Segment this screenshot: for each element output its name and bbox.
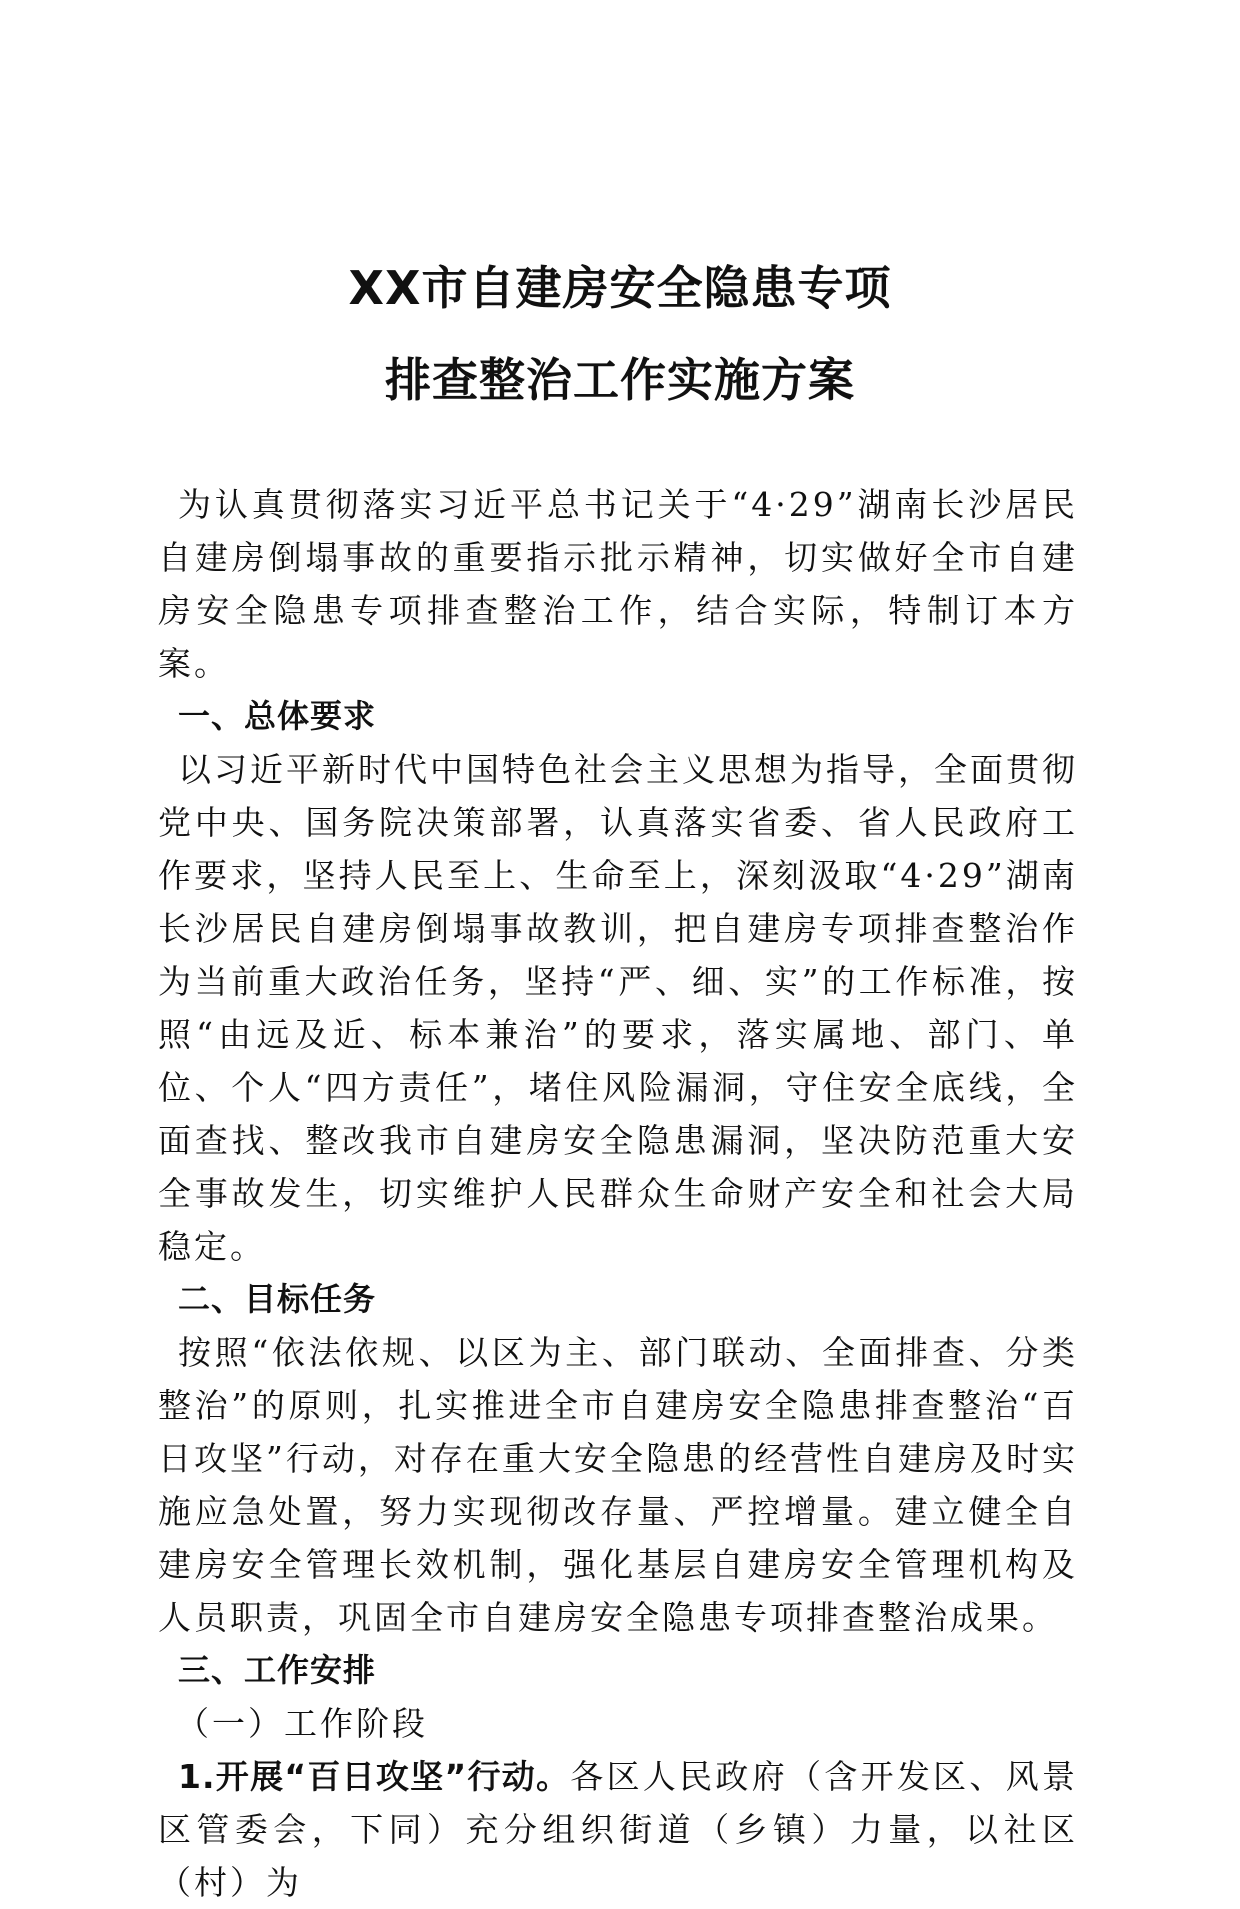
- section-3-heading: 三、工作安排: [178, 1651, 377, 1689]
- document-title-line-2: 排查整治工作实施方案: [385, 353, 855, 407]
- section-2-heading: 二、目标任务: [178, 1280, 377, 1318]
- document-body: [158, 478, 1078, 1909]
- section-3-item-1: [158, 1750, 1078, 1909]
- section-1-heading: 一、总体要求: [178, 697, 377, 735]
- item-1-lead: 1.开展“百日攻坚”行动。: [178, 1757, 571, 1796]
- document-title-line-1: XX市自建房安全隐患专项: [348, 261, 892, 315]
- section-2-paragraph: 按照“依法依规、以区为主、部门联动、全面排查、分类整治”的原则，扎实推进全市自建房安全隐患排查整治“百日攻坚”行动，对存在重大安全隐患的经营性自建房及时实施应急处置，努力实现彻改存量、严控增量。建立健全自建房安全管理长效机制，强化基层自建房安全管理机构及人员职责，巩固全市自建房安全隐患专项排查整治成果。: [158, 1333, 1078, 1637]
- item-1-text: 各区人民政府（含开发区、风景区管委会，下同）充分组织街道（乡镇）力量，以社区（村）为: [158, 1757, 1079, 1902]
- section-1-paragraph: 以习近平新时代中国特色社会主义思想为指导，全面贯彻党中央、国务院决策部署，认真落实省委、省人民政府工作要求，坚持人民至上、生命至上，深刻汲取“4·29”湖南长沙居民自建房倒塌事故教训，把自建房专项排查整治作为当前重大政治任务，坚持“严、细、实”的工作标准，按照“由远及近、标本兼治”的要求，落实属地、部门、单位、个人“四方责任”，堵住风险漏洞，守住安全底线，全面查找、整改我市自建房安全隐患漏洞，坚决防范重大安全事故发生，切实维护人民群众生命财产安全和社会大局稳定。: [158, 750, 1078, 1266]
- intro-paragraph: 为认真贯彻落实习近平总书记关于“4·29”湖南长沙居民自建房倒塌事故的重要指示批示精神，切实做好全市自建房安全隐患专项排查整治工作，结合实际，特制订本方案。: [158, 485, 1078, 683]
- section-3-subheading: （一）工作阶段: [176, 1704, 428, 1743]
